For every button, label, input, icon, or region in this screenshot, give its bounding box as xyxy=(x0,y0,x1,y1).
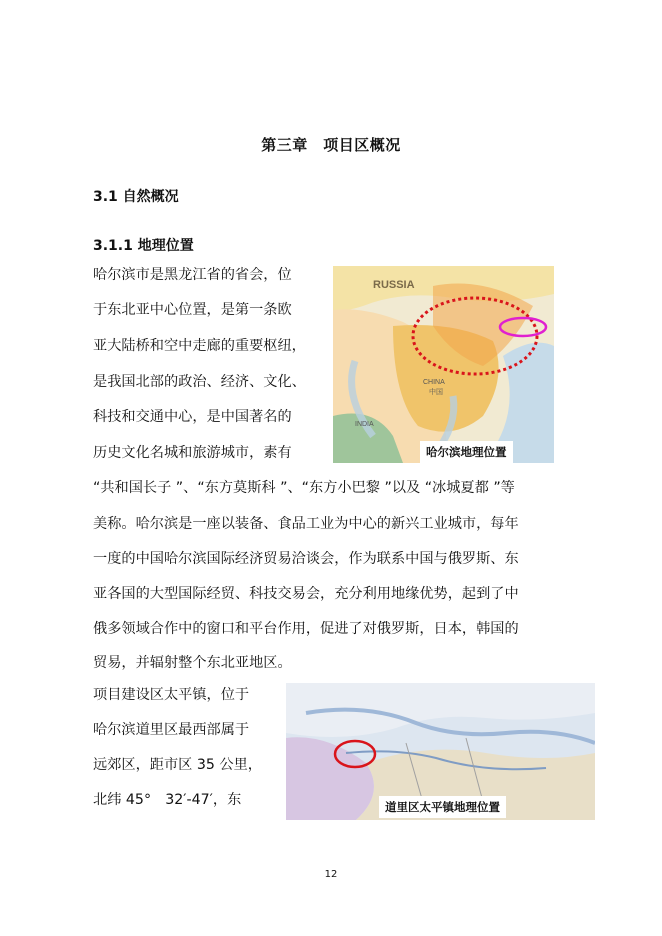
paragraph-line: 科技和交通中心，是中国著名的 xyxy=(93,409,292,425)
map-label-russia: RUSSIA xyxy=(373,279,415,291)
figure-caption: 哈尔滨地理位置 xyxy=(420,441,513,463)
paragraph-line: 俄多领域合作中的窗口和平台作用，促进了对俄罗斯，日本，韩国的 xyxy=(93,621,519,637)
asia-map-graphic xyxy=(333,266,554,463)
subsection-heading: 3.1.1 地理位置 xyxy=(93,238,194,254)
taiping-location-map xyxy=(286,683,595,820)
section-heading: 3.1 自然概况 xyxy=(93,189,179,205)
paragraph-line: 于东北亚中心位置，是第一条欧 xyxy=(93,302,292,318)
page-number: 12 xyxy=(324,869,338,880)
map-label-india: INDIA xyxy=(355,421,374,428)
paragraph-line: 一度的中国哈尔滨国际经济贸易洽谈会，作为联系中国与俄罗斯、东 xyxy=(93,551,519,567)
figure-caption: 道里区太平镇地理位置 xyxy=(379,796,506,818)
map-label-china-cn: 中国 xyxy=(429,389,443,396)
paragraph-line: 哈尔滨道里区最西部属于 xyxy=(93,722,250,738)
paragraph-line: “共和国长子 ”、“东方莫斯科 ”、“东方小巴黎 ”以及 “冰城夏都 ”等 xyxy=(93,480,515,496)
paragraph-line: 项目建设区太平镇，位于 xyxy=(93,687,250,703)
paragraph-line: 亚各国的大型国际经贸、科技交易会，充分利用地缘优势，起到了中 xyxy=(93,586,519,602)
paragraph-line: 亚大陆桥和空中走廊的重要枢纽， xyxy=(93,338,306,354)
map-label-china: CHINA xyxy=(423,379,445,386)
paragraph-line: 贸易，并辐射整个东北亚地区。 xyxy=(93,655,292,671)
chapter-title: 第三章 项目区概况 xyxy=(261,136,401,154)
harbin-location-map xyxy=(333,266,554,463)
paragraph-line: 北纬 45° 32′-47′，东 xyxy=(93,792,242,808)
paragraph-line: 是我国北部的政治、经济、文化、 xyxy=(93,374,306,390)
paragraph-line: 美称。哈尔滨是一座以装备、食品工业为中心的新兴工业城市，每年 xyxy=(93,516,519,532)
paragraph-line: 哈尔滨市是黑龙江省的省会，位 xyxy=(93,267,292,283)
paragraph-line: 历史文化名城和旅游城市，素有 xyxy=(93,445,292,461)
paragraph-line: 远郊区，距市区 35 公里， xyxy=(93,757,262,773)
